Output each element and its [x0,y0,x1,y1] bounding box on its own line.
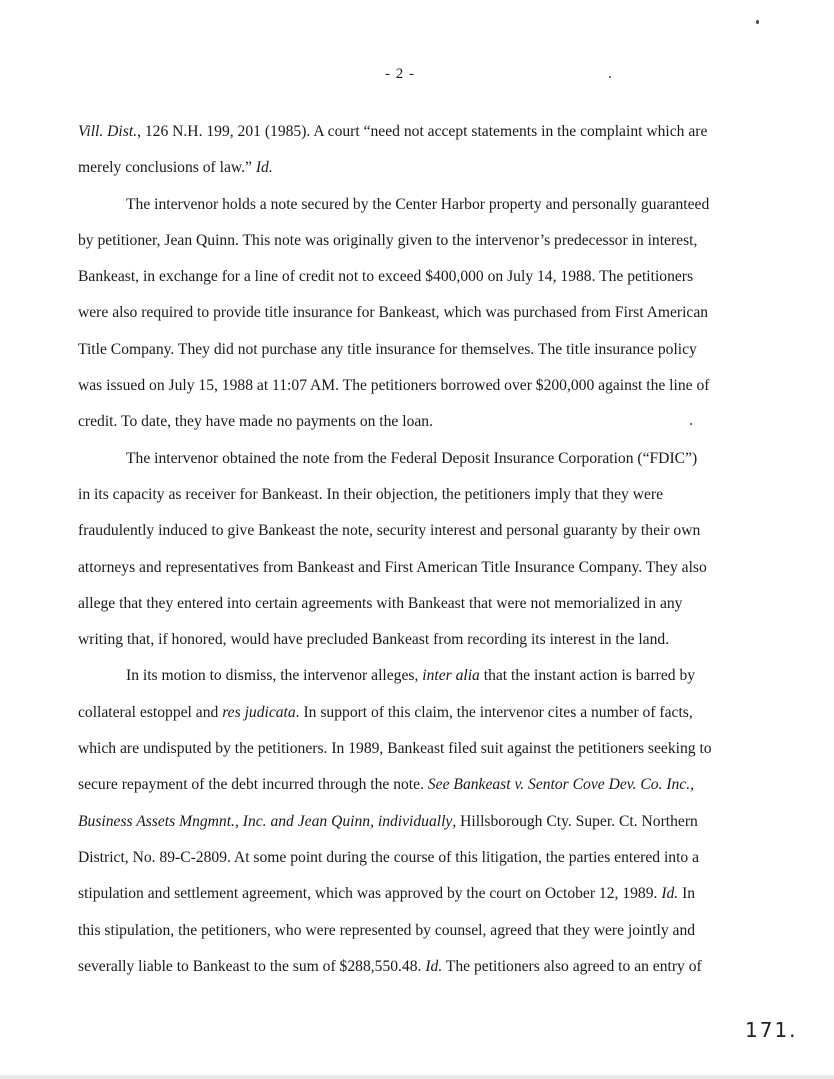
text-span: , Hillsborough Cty. Super. Ct. Northern [452,812,698,830]
text-span: In [678,885,696,903]
text-line: attorneys and representatives from Bankeast and First American Title Insurance Company. They also [78,558,707,576]
paragraph-3 [78,441,723,659]
text-span: In its motion to dismiss, the intervenor alleges, [126,667,423,685]
scan-edge [0,1075,834,1079]
text-line: was issued on July 15, 1988 at 11:07 AM. The petitioners borrowed over $200,000 against the line of [78,377,710,395]
citation-italic: Vill. Dist. [78,123,138,140]
text-line: this stipulation, the petitioners, who were represented by counsel, agreed that they were jointly and [78,921,696,939]
latin-term-italic: inter alia [422,667,480,685]
text-span: . In support of this claim, the intervenor cites a number of facts, [295,703,693,721]
text-span: secure repayment of the debt incurred through the note. [78,776,428,794]
text-line: Title Company. They did not purchase any title insurance for themselves. The title insurance policy [78,340,697,358]
text-line: writing that, if honored, would have precluded Bankeast from recording its interest in the land. [78,631,670,649]
text-span: merely conclusions of law.” [78,159,256,177]
text-line [78,695,723,731]
text-line [78,150,723,186]
paragraph-1 [78,114,723,187]
text-span: The petitioners also agreed to an entry of [442,957,702,975]
text-line: The intervenor obtained the note from the Federal Deposit Insurance Corporation (“FDIC”) [126,449,698,467]
paragraph-4 [78,658,723,985]
text-line [78,114,723,150]
text-line: fraudulently induced to give Bankeast the note, security interest and personal guaranty by their own [78,522,701,540]
text-span: collateral estoppel and [78,703,223,721]
text-line: in its capacity as receiver for Bankeast. In their objection, the petitioners imply that they were [78,485,663,503]
text-line [78,876,723,912]
text-span: stipulation and settlement agreement, which was approved by the court on October 12, 1989. [78,885,662,903]
paragraph-2 [78,187,723,441]
text-span: that the instant action is barred by [479,667,696,685]
text-line: District, No. 89-C-2809. At some point during the course of this litigation, the parties entered into a [78,848,700,866]
text-line: which are undisputed by the petitioners. In 1989, Bankeast filed suit against the petitioners seeking to [78,740,712,758]
latin-term-italic: res judicata [222,703,296,721]
citation-italic: Id. [255,159,273,177]
citation-italic: Id. [425,957,443,975]
text-span: severally liable to Bankeast to the sum of $288,550.48. [78,957,426,975]
citation-italic: Business Assets Mngmnt., Inc. and Jean Quinn, individually [78,812,453,830]
scan-speck [756,20,759,24]
text-line: The intervenor holds a note secured by the Center Harbor property and personally guaranteed [126,195,710,213]
scan-speck [690,423,692,425]
citation-italic: Id. [661,885,679,903]
page-number: - 2 - [385,66,415,82]
text-line: Bankeast, in exchange for a line of credit not to exceed $400,000 on July 14, 1988. The petitioners [78,268,694,286]
text-line: allege that they entered into certain agreements with Bankeast that were not memorialized in any [78,594,683,612]
handwritten-page-mark: 171. [745,1018,798,1042]
text-line: credit. To date, they have made no payments on the loan. [78,413,434,431]
text-line: were also required to provide title insurance for Bankeast, which was purchased from First American [78,304,709,322]
text-line [78,658,723,694]
text-line [78,767,723,803]
text-line: by petitioner, Jean Quinn. This note was originally given to the intervenor’s predecessor in interest, [78,231,698,249]
scan-speck [609,76,611,78]
text-line [78,804,723,840]
text-span: , 126 N.H. 199, 201 (1985). A court “need not accept statements in the complaint which are [137,123,708,140]
document-body [78,114,723,985]
text-line [78,949,723,985]
citation-italic: See Bankeast v. Sentor Cove Dev. Co. Inc., [427,776,695,794]
